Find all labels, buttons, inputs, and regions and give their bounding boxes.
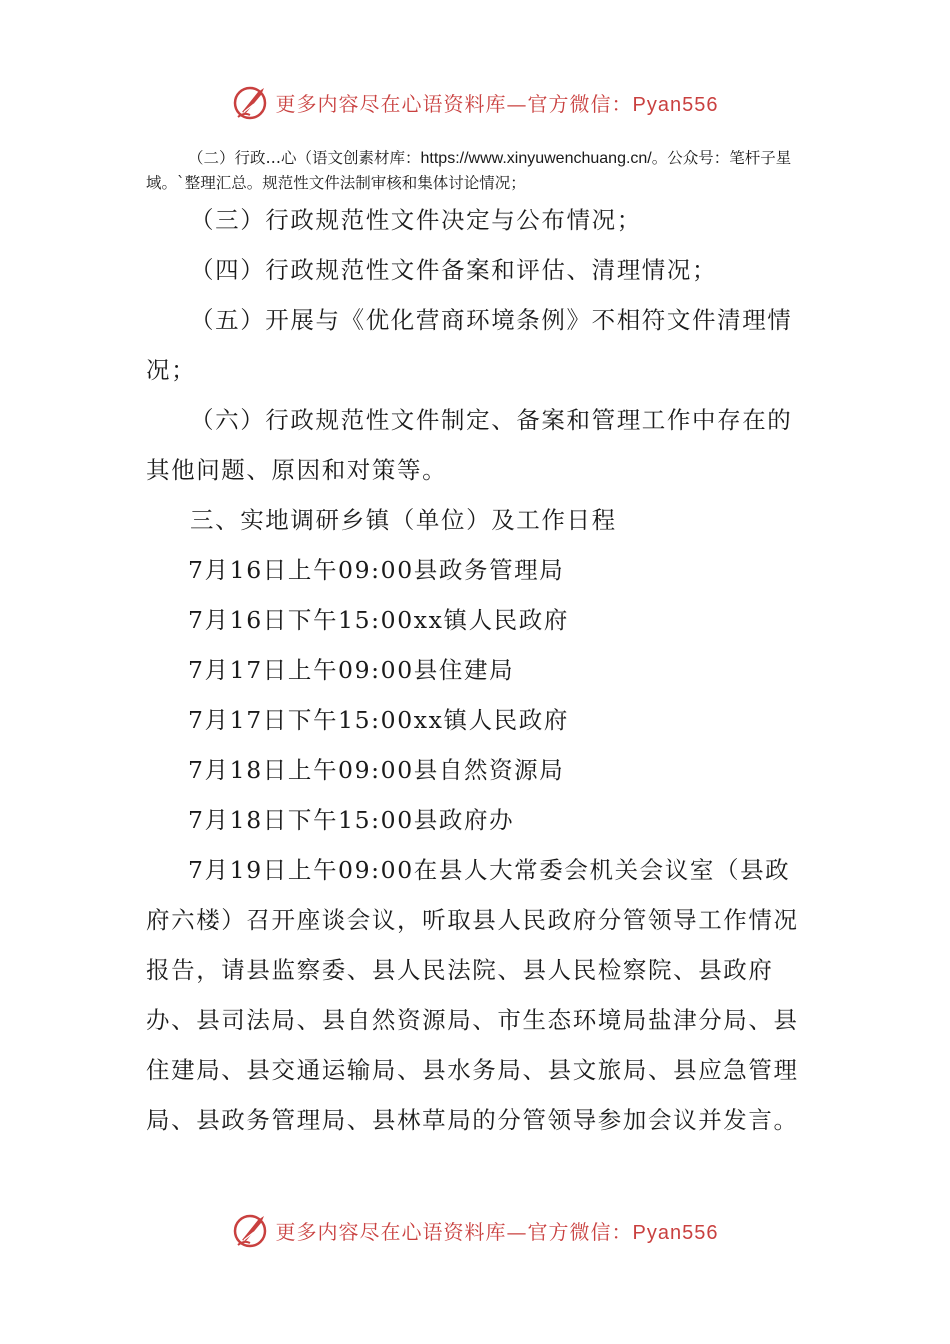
promo-text	[276, 1216, 719, 1245]
quill-logo-icon	[232, 82, 272, 122]
meeting-paragraph: 7月19日上午09:00在县人大常委会机关会议室（县政府六楼）召开座谈会议，听取县人民政府分管领导工作情况报告，请县监察委、县人民法院、县人民检察院、县政府办、县司法局、县自然资源局、市生态环境局盐津分局、县住建局、县交通运输局、县水务局、县文旅局、县应急管理局、县政务管理局、县林草局的分管领导参加会议并发言。	[146, 856, 799, 1134]
schedule-item: 7月18日下午15:00县政府办	[188, 806, 515, 834]
schedule-item: 7月18日上午09:00县自然资源局	[188, 756, 565, 784]
promo-text	[276, 88, 719, 117]
schedule-item: 7月16日上午09:00县政务管理局	[188, 556, 565, 584]
item-2-note	[146, 146, 806, 196]
schedule-item: 7月16日下午15:00xx镇人民政府	[188, 606, 569, 634]
header-banner	[0, 80, 950, 124]
schedule-item: 7月17日下午15:00xx镇人民政府	[188, 706, 569, 734]
schedule-item: 7月17日上午09:00县住建局	[188, 656, 515, 684]
wechat-id: Pyan556	[632, 1221, 719, 1244]
promo-label: 更多内容尽在心语资料库—官方微信：	[275, 1219, 633, 1244]
item-6: （六）行政规范性文件制定、备案和管理工作中存在的其他问题、原因和对策等。	[146, 406, 793, 484]
note-url-link[interactable]: https://www.xinyuwenchuang.cn/	[420, 150, 652, 167]
wechat-id: Pyan556	[632, 93, 719, 116]
footer-banner	[0, 1208, 950, 1252]
promo-label: 更多内容尽在心语资料库—官方微信：	[275, 91, 633, 116]
item-3: （三）行政规范性文件决定与公布情况；	[190, 206, 642, 234]
note-prefix: （二）行政…心（语文创素材库：	[188, 149, 421, 167]
item-5: （五）开展与《优化营商环境条例》不相符文件清理情况；	[146, 306, 793, 384]
note-suffix: 。公众号：笔杆子星域。`整理汇总。规范性文件法制审核和集体讨论情况；	[146, 149, 792, 192]
quill-logo-icon	[232, 1210, 272, 1250]
section-3-heading: 三、实地调研乡镇（单位）及工作日程	[190, 506, 617, 534]
item-4: （四）行政规范性文件备案和评估、清理情况；	[190, 256, 718, 284]
